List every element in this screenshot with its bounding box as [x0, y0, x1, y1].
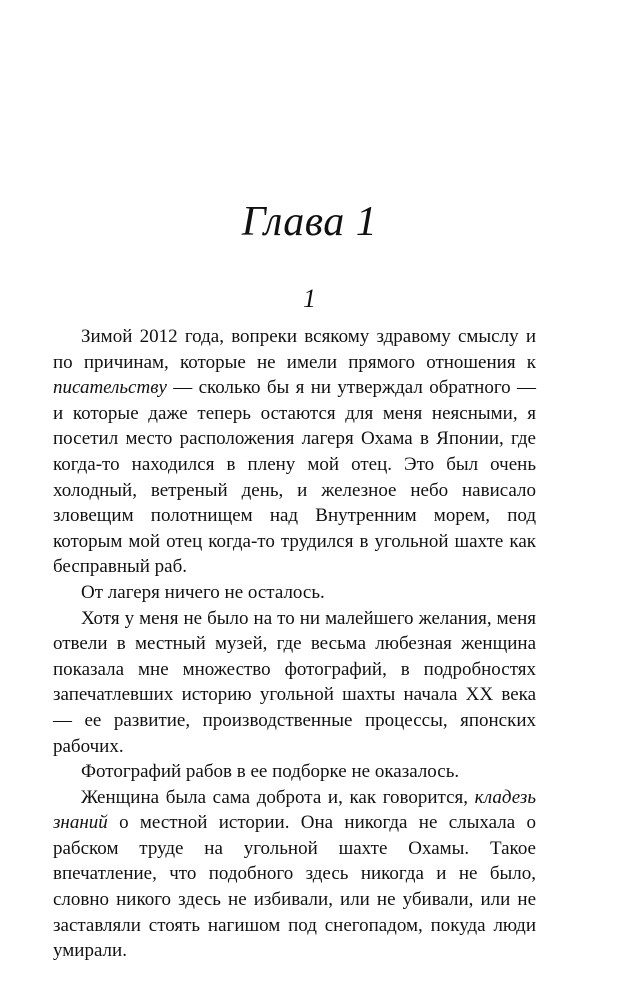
- text-segment: Фотографий рабов в ее подборке не оказалось.: [81, 761, 460, 783]
- paragraph: [53, 606, 536, 760]
- section-number: 1: [303, 284, 316, 313]
- text-segment: Хотя у меня не было на то ни малейшего желания, меня отвели в местный музей, где весьма любезная женщина показала мне множество фотографий, в подробностях запечатлевших историю угольной шахты начала XX века — ее развитие, производственные процессы, японских рабочих.: [53, 607, 536, 757]
- paragraph: [53, 324, 536, 580]
- text-segment: — сколько бы я ни утверждал обратного — и которые даже теперь остаются для меня неясными, я посетил место расположения лагеря Охама в Японии, где когда-то находился в плену мой отец. Это был очень холодный, ветреный день, и железное небо нависало зловещим полотнищем над Внутренним морем, под которым мой отец когда-то трудился в угольной шахте как бесправный раб.: [53, 377, 536, 578]
- paragraph: [53, 580, 536, 606]
- body-text: [53, 324, 536, 964]
- chapter-title: Глава 1: [241, 199, 378, 245]
- text-segment: От лагеря ничего не осталось.: [81, 581, 325, 603]
- italic-text-segment: писательству: [53, 377, 167, 399]
- text-segment: Женщина была сама доброта и, как говорится,: [81, 786, 475, 808]
- paragraph: [53, 759, 536, 785]
- text-segment: о местной истории. Она никогда не слыхала о рабском труде на угольной шахте Охамы. Такое впечатление, что подобного здесь никогда и не было, словно никого здесь не избивали, или не убивали, или не заставляли стоять нагишом под снегопадом, покуда люди умирали.: [53, 812, 536, 962]
- italic-text-segment: кладезь знаний: [53, 786, 536, 834]
- text-segment: Зимой 2012 года, вопреки всякому здравому смыслу и по причинам, которые не имели прямого отношения к: [53, 326, 536, 373]
- paragraph: [53, 785, 536, 964]
